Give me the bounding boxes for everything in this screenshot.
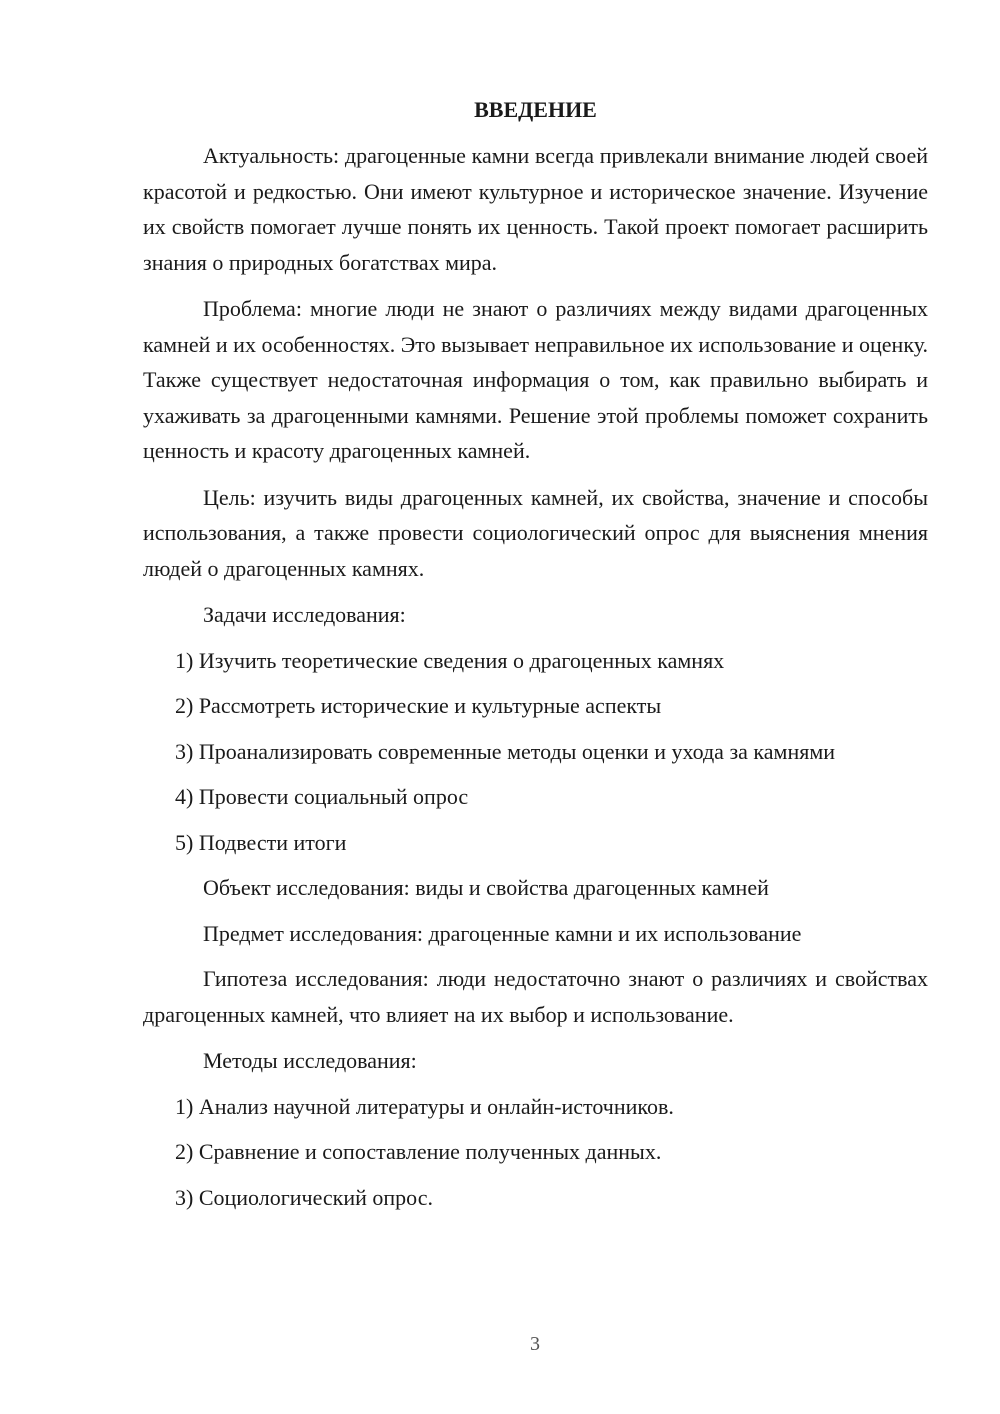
list-item: 3) Социологический опрос. xyxy=(175,1184,433,1210)
paragraph-object: Объект исследования: виды и свойства драгоценных камней xyxy=(203,875,769,900)
methods-heading: Методы исследования: xyxy=(203,1048,417,1073)
list-item: 4) Провести социальный опрос xyxy=(175,784,469,809)
list-item: 1) Изучить теоретические сведения о драгоценных камнях xyxy=(175,647,725,673)
page-content xyxy=(143,94,928,1225)
list-item: 2) Рассмотреть исторические и культурные аспекты xyxy=(175,693,662,718)
paragraph-hypothesis: Гипотеза исследования: люди недостаточно знают о различиях и свойствах драгоценных камней, что влияет на их выбор и использование. xyxy=(143,966,928,1027)
paragraph-goal: Цель: изучить виды драгоценных камней, их свойства, значение и способы использования, а также провести социологический опрос для выяснения мнения людей о драгоценных камнях. xyxy=(143,484,928,581)
page-number: 3 xyxy=(530,1333,540,1355)
list-item: 5) Подвести итоги xyxy=(175,829,347,855)
paragraph-relevance: Актуальность: драгоценные камни всегда привлекали внимание людей своей красотой и редкостью. Они имеют культурное и историческое значение. Изучение их свойств помогает лучше понять их ценность. Такой проект помогает расширить знания о природных богатствах мира. xyxy=(143,143,928,275)
list-item: 1) Анализ научной литературы и онлайн-источников. xyxy=(175,1093,674,1119)
paragraph-problem: Проблема: многие люди не знают о различиях между видами драгоценных камней и их особенностях. Это вызывает неправильное их использование и оценку. Также существует недостаточная информация о том, как правильно выбирать и ухаживать за драгоценными камнями. Решение этой проблемы поможет сохранить ценность и красоту драгоценных камней. xyxy=(143,296,928,463)
paragraph-subject: Предмет исследования: драгоценные камни и их использование xyxy=(203,920,802,946)
list-item: 2) Сравнение и сопоставление полученных данных. xyxy=(175,1139,662,1164)
list-item: 3) Проанализировать современные методы оценки и ухода за камнями xyxy=(175,738,836,764)
tasks-heading: Задачи исследования: xyxy=(203,602,406,627)
section-title: ВВЕДЕНИЕ xyxy=(474,97,597,122)
